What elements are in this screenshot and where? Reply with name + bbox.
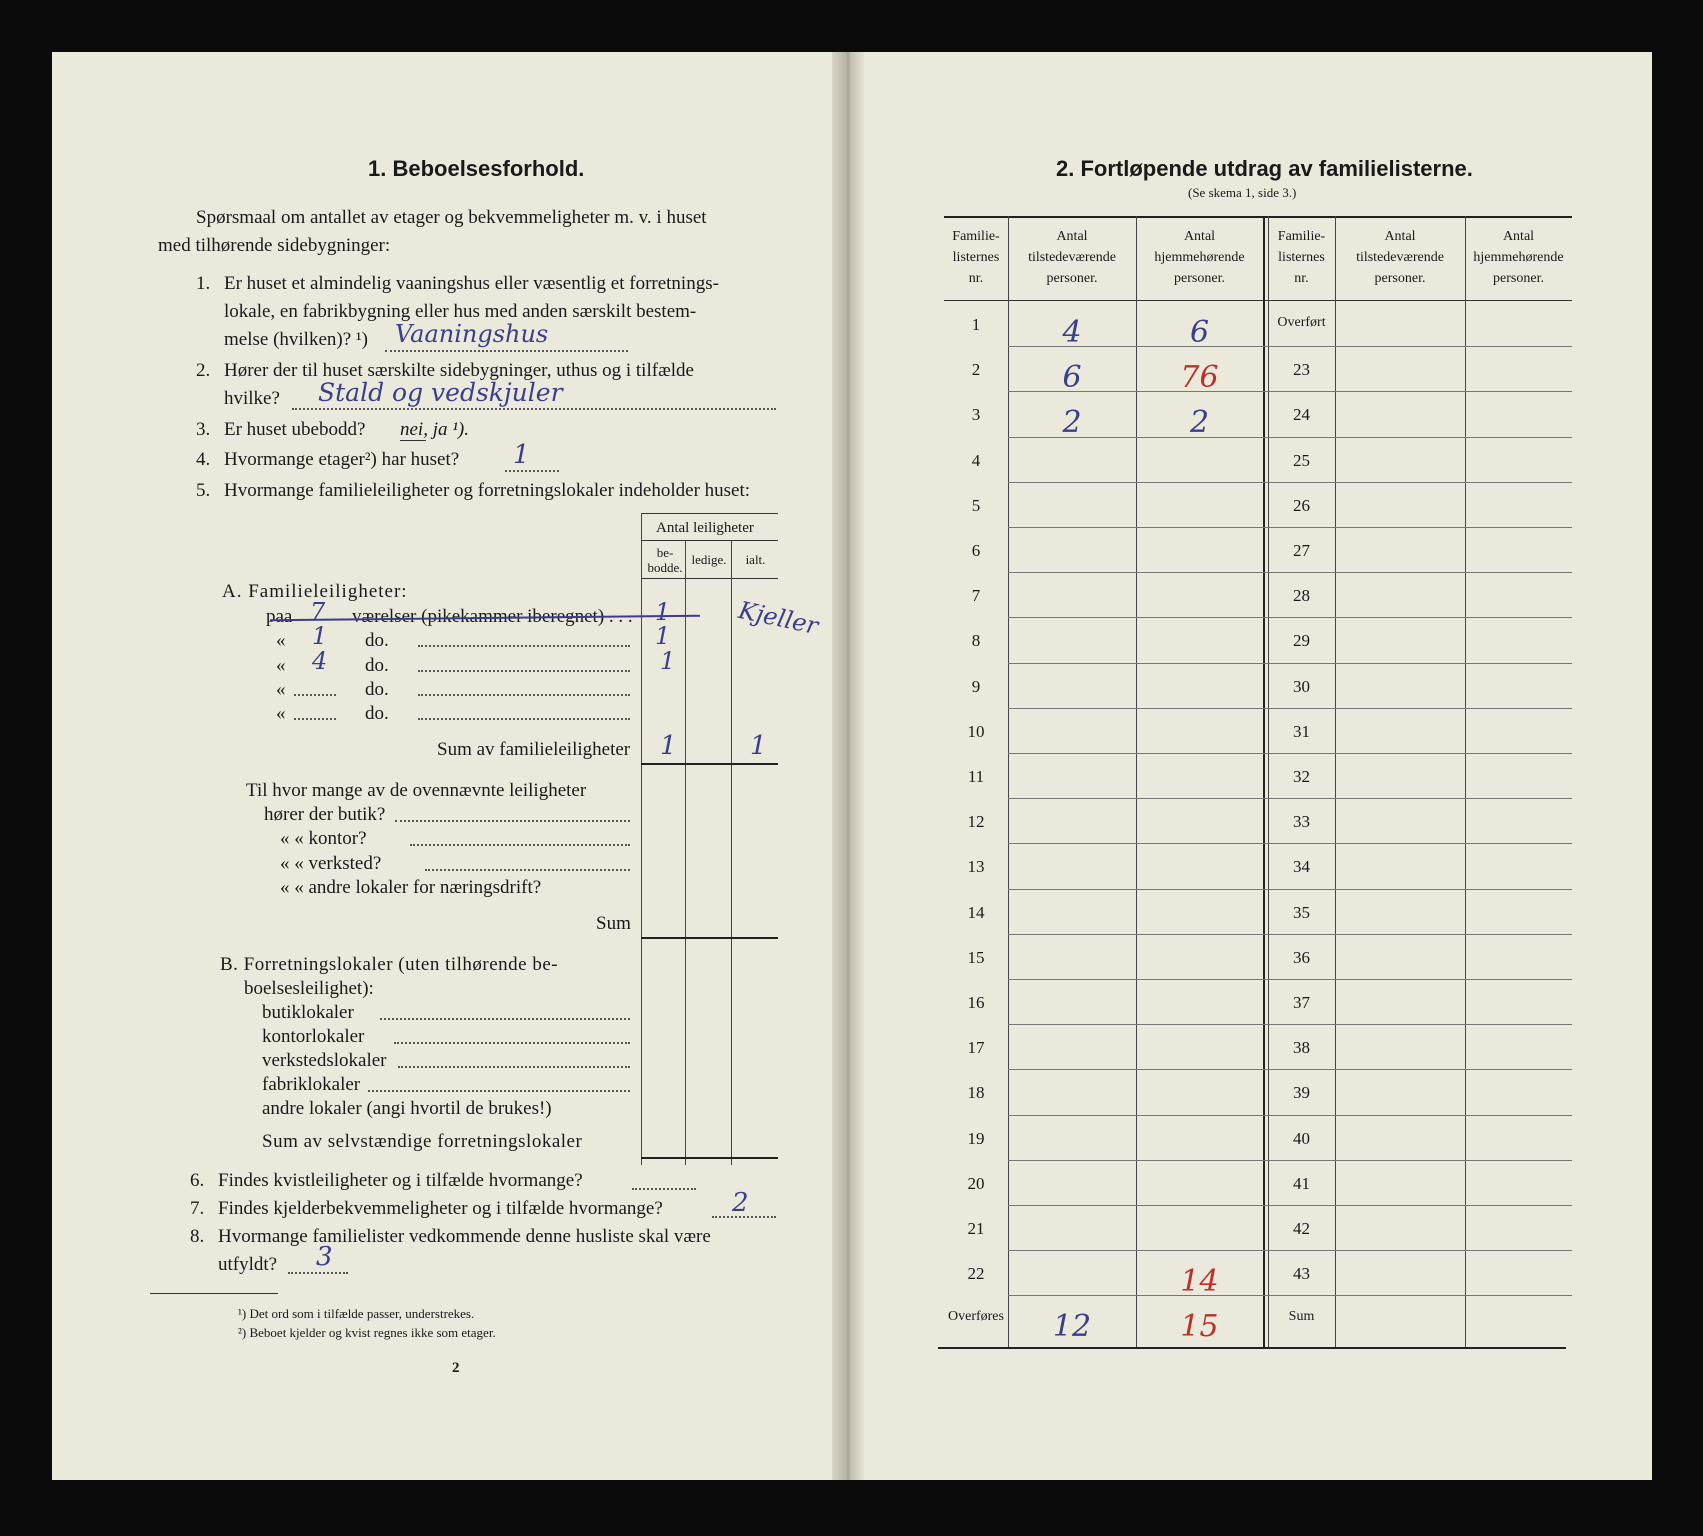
q8-line-2: utfyldt? [218,1254,278,1275]
row-hjemme-left[interactable]: 14 [1180,1264,1219,1300]
footnote-divider [150,1293,278,1294]
section-b-line-2: boelsesleilighet): [244,978,374,999]
q1-line-1: Er huset et almindelig vaaningshus eller væsentlig et forretnings- [224,273,719,294]
row-nr-right: 26 [1293,495,1310,515]
row-nr-right: 43 [1293,1264,1310,1284]
section-a-sum-label: Sum av familieleiligheter [437,739,631,760]
row-prefix: paa [266,606,293,627]
row-bebodde[interactable]: 1 [660,647,676,675]
row-nr-left: 21 [967,1219,985,1238]
row-nr-left: 14 [967,902,985,922]
section-b-leader [394,1042,630,1044]
q7-answer-line [712,1216,776,1218]
row-nr-right: 24 [1293,405,1310,425]
q1-line-3: melse (hvilken)? ¹) [224,329,368,350]
section-b-leader [398,1066,630,1068]
section-b-item: kontorlokaler [262,1026,365,1047]
row-nr-left: 1 [971,315,981,334]
row-nr-right: 36 [1293,947,1310,967]
row-nr-left: Overføres [948,1309,1004,1325]
table-col-2 [685,540,686,1165]
row-prefix: « [276,679,286,700]
row-prefix: « [276,655,286,676]
row-nr-right: 35 [1293,902,1310,922]
row-divider [1008,979,1572,980]
row-nr-right: 41 [1293,1173,1310,1193]
row-divider [1008,1295,1572,1296]
row-divider [1008,572,1572,573]
row-nr-right: 27 [1293,541,1310,560]
table-header-divider [944,300,1572,301]
row-nr-left: 7 [971,586,981,606]
book-spine [832,52,864,1480]
q1-answer[interactable]: Vaaningshus [395,320,549,348]
row-divider [1008,708,1572,709]
row-divider [1008,482,1572,483]
row-rooms[interactable]: 7 [310,598,326,626]
row-nr-right: 30 [1293,676,1310,696]
q5-number: 5. [196,480,211,501]
row-nr-left: 20 [967,1173,985,1193]
row-rooms-blank [294,718,336,720]
row-divider [1008,391,1572,392]
section-b-item: butiklokaler [262,1002,354,1023]
row-nr-left: 11 [967,767,985,786]
header-hjemme-right: Antal hjemmehørende personer. [1473,229,1564,286]
row-nr-left: 22 [967,1264,985,1284]
row-prefix: « [276,703,286,724]
col-divider [1465,216,1466,1347]
section-b-leader [380,1018,630,1020]
margin-note-kjeller: Kjeller [735,595,821,641]
row-divider [1008,889,1572,890]
row-bebodde[interactable]: 1 [655,622,671,650]
q1-answer-line [385,350,628,352]
row-nr-left: 6 [971,541,981,560]
section-b-line-1: B. Forretningslokaler (uten tilhørende be- [220,954,559,975]
col-divider-double [1263,216,1265,1347]
intro-line-2: med tilhørende sidebygninger: [158,235,391,256]
header-nr-right: Familie- listernes nr. [1277,229,1326,286]
q6-number: 6. [190,1170,205,1191]
row-nr-left: 4 [971,450,981,470]
row-divider [1008,1024,1572,1025]
row-divider [1008,663,1572,664]
table-group-header: Antal leiligheter [656,520,754,536]
header-hjemme-left: Antal hjemmehørende personer. [1154,229,1245,286]
col-divider [1335,216,1336,1347]
butik-line-5: « « andre lokaler for næringsdrift? [280,877,542,898]
row-text: do. [365,703,389,724]
row-divider [1008,753,1572,754]
row-rooms[interactable]: 4 [312,647,328,675]
q8-answer[interactable]: 3 [316,1242,333,1272]
q3-underline-nei [400,440,426,441]
table-group-line [641,540,778,541]
table-header-bottom [641,578,778,579]
q2-answer-line [292,408,776,410]
table-col-ialt: ialt. [745,552,766,567]
table-sum-b-line [641,1157,778,1159]
row-nr-left: 19 [967,1128,985,1148]
row-nr-right: 25 [1293,450,1310,470]
q1-line-2: lokale, en fabrikbygning eller hus med anden særskilt bestem- [224,301,697,322]
row-divider [1008,437,1572,438]
row-nr-left: 3 [971,405,981,425]
table-top-border [944,216,1572,218]
table-sum-butik-line [641,937,778,939]
q3-number: 3. [196,419,211,440]
row-nr-left: 5 [971,495,981,515]
butik-leader-4 [425,869,630,871]
row-nr-right: 32 [1293,767,1310,786]
row-tilstede-left[interactable]: 6 [1062,360,1082,396]
q8-line-1: Hvormange familielister vedkommende denne husliste skal være [218,1226,711,1247]
butik-line-1: Til hvor mange av de ovennævnte leiligheter [246,780,587,801]
row-hjemme-left[interactable]: 2 [1189,405,1210,441]
row-bebodde[interactable]: 1 [655,598,671,626]
row-tilstede-left[interactable]: 2 [1062,405,1082,441]
q4-answer[interactable]: 1 [513,440,530,470]
intro-line-1: Spørsmaal om antallet av etager og bekvemmeligheter m. v. i huset [196,207,707,228]
butik-leader-3 [410,844,630,846]
footnote-2: ²) Beboet kjelder og kvist regnes ikke som etager. [238,1325,496,1340]
row-tilstede-left[interactable]: 4 [1062,315,1082,350]
section-2-subtitle: (Se skema 1, side 3.) [1188,185,1297,200]
table-bottom-border [938,1347,1566,1349]
row-nr-right: 33 [1293,812,1310,832]
row-leader [418,670,630,672]
row-nr-left: 2 [971,360,981,380]
row-divider [1008,1160,1572,1161]
row-nr-left: 15 [967,947,985,967]
row-divider [1008,527,1572,528]
row-nr-right: 34 [1293,857,1310,877]
q4-number: 4. [196,449,211,470]
row-nr-right: 29 [1293,631,1310,651]
header-tilstede-right: Antal tilstedeværende personer. [1356,229,1444,286]
row-nr-left: 9 [971,676,981,696]
header-tilstede-left: Antal tilstedeværende personer. [1028,229,1116,286]
q6-answer-line [632,1188,696,1190]
q2-number: 2. [196,360,211,381]
section-b-item: andre lokaler (angi hvortil de brukes!) [262,1098,552,1119]
q7-text: Findes kjelderbekvemmeligheter og i tilfælde hvormange? [218,1198,663,1219]
section-a-sum-bebodde[interactable]: 1 [660,731,677,761]
row-nr-left: 13 [967,857,985,877]
row-nr-left: 8 [971,631,981,651]
row-nr-right: 39 [1293,1083,1310,1103]
row-divider [1008,1205,1572,1206]
section-b-item: fabriklokaler [262,1074,361,1095]
row-divider [1008,1250,1572,1251]
row-hjemme-left[interactable]: 6 [1189,315,1210,350]
row-hjemme-left[interactable]: 76 [1180,360,1219,396]
row-leader [418,645,630,647]
table-col-left [641,513,642,1165]
butik-line-2: hører der butik? [264,804,386,825]
section-1-title: 1. Beboelsesforhold. [368,156,585,181]
butik-line-3: « « kontor? [280,828,367,849]
section-b-item: verkstedslokaler [262,1050,387,1071]
row-leader [418,694,630,696]
butik-sum-label: Sum [596,913,631,934]
section-b-leader [368,1090,630,1092]
section-a-label: A. Familieleiligheter: [222,581,408,602]
table-col-ledige: ledige. [691,552,727,567]
table-col-3 [731,540,732,1165]
row-divider [1008,798,1572,799]
q2-answer[interactable]: Stald og vedskjuler [318,378,563,407]
q8-number: 8. [190,1226,205,1247]
row-rooms[interactable]: 1 [312,622,328,650]
row-nr-right: 42 [1293,1219,1310,1238]
row-divider [1008,1115,1572,1116]
butik-leader-2 [395,820,630,822]
left-page [52,52,848,1480]
q8-answer-line [288,1272,348,1274]
section-b-sum: Sum av selvstændige forretningslokaler [262,1131,583,1152]
table-sum-a-line [641,763,778,765]
q7-answer[interactable]: 2 [732,1188,749,1218]
table-col-bebodde: be- bodde. [647,545,683,575]
table-top-line [641,513,778,514]
row-nr-right: 23 [1293,360,1310,380]
row-text: værelser (pikekammer iberegnet) . . . [352,606,633,627]
section-2-title: 2. Fortløpende utdrag av familielisterne. [1056,156,1473,181]
row-nr-left: 12 [967,812,985,832]
q3-options[interactable]: nei, ja ¹). [400,419,470,440]
row-divider [1008,934,1572,935]
q2-line-2: hvilke? [224,388,280,409]
row-rooms-blank [294,694,336,696]
row-nr-right: 38 [1293,1038,1310,1058]
section-a-sum-ialt[interactable]: 1 [750,731,767,761]
row-nr-right: Overført [1277,315,1326,330]
row-divider [1008,617,1572,618]
q4-answer-line [505,470,559,472]
footnote-1: ¹) Det ord som i tilfælde passer, understrekes. [238,1306,475,1321]
butik-line-4: « « verksted? [280,853,382,874]
page-number: 2 [452,1360,460,1376]
row-nr-left: 16 [967,993,985,1012]
row-text: do. [365,630,389,651]
row-prefix: « [276,630,286,651]
row-nr-right: 40 [1293,1128,1310,1148]
q7-number: 7. [190,1198,205,1219]
row-tilstede-left[interactable]: 12 [1052,1309,1092,1345]
row-nr-left: 10 [967,721,985,741]
row-nr-right: 37 [1293,993,1310,1012]
q6-text: Findes kvistleiligheter og i tilfælde hvormange? [218,1170,583,1191]
row-leader [418,718,630,720]
row-text: do. [365,655,389,676]
q5-text: Hvormange familieleiligheter og forretningslokaler indeholder huset: [224,480,751,501]
row-nr-right: 28 [1293,586,1310,606]
q2-line-1: Hører der til huset særskilte sidebygninger, uthus og i tilfælde [224,360,694,381]
row-divider [1008,843,1572,844]
row-nr-right: 31 [1293,721,1310,741]
row-text: do. [365,679,389,700]
row-divider [1008,346,1572,347]
q3-text: Er huset ubebodd? [224,419,366,440]
row-nr-left: 17 [967,1038,985,1058]
header-nr-left: Familie- listernes nr. [952,229,1000,286]
row-divider [1008,1069,1572,1070]
row-hjemme-left[interactable]: 15 [1180,1309,1219,1345]
q1-number: 1. [196,273,211,294]
row-nr-left: 18 [967,1083,985,1103]
q4-text: Hvormange etager²) har huset? [224,449,460,470]
row-nr-right: Sum [1288,1309,1315,1325]
